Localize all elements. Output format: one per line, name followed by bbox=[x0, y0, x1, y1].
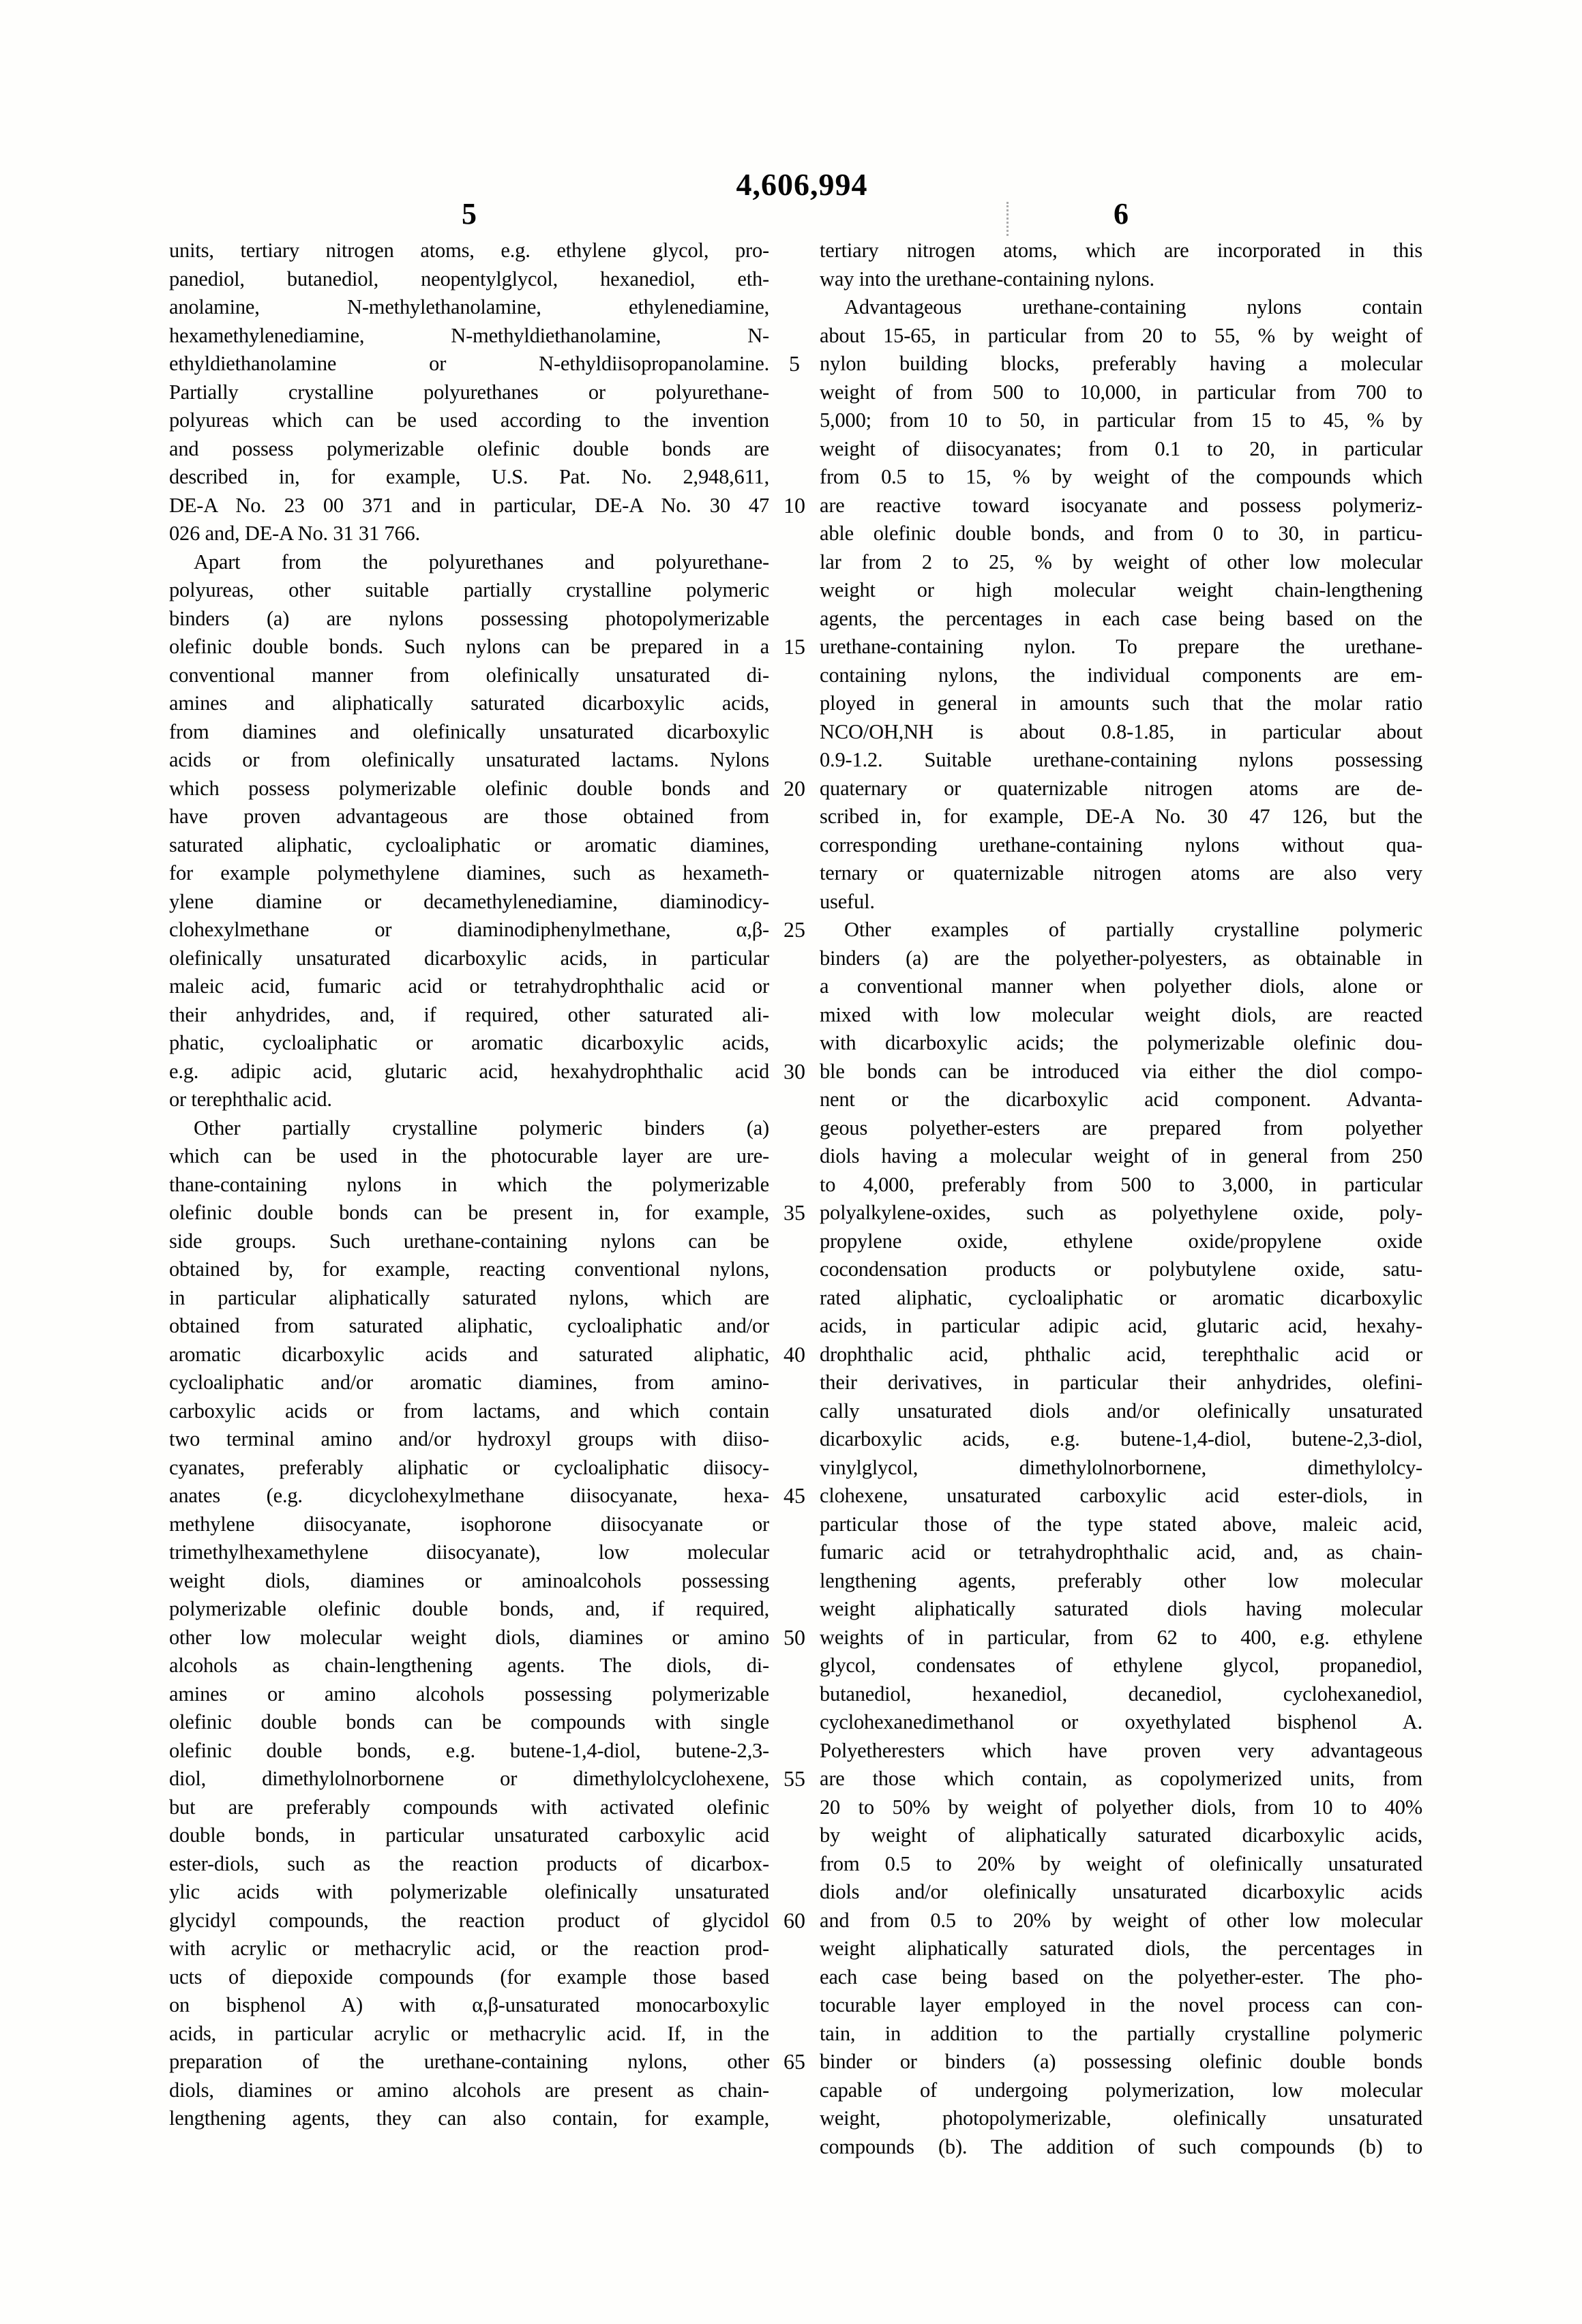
text-line: weights of in particular, from 62 to 400, e.g. ethylene bbox=[820, 1625, 1422, 1649]
text-line: alcohols as chain-lengthening agents. The diols, di- bbox=[169, 1654, 769, 1677]
text-line: ternary or quaternizable nitrogen atoms are also very bbox=[820, 861, 1422, 884]
text-line: for example polymethylene diamines, such as hexameth- bbox=[169, 861, 769, 884]
text-line: each case being based on the polyether-ester. The pho- bbox=[820, 1965, 1422, 1988]
text-line: olefinic double bonds can be compounds with single bbox=[169, 1710, 769, 1733]
text-line: cocondensation products or polybutylene oxide, satu- bbox=[820, 1257, 1422, 1281]
text-line: are those which contain, as copolymerized units, from bbox=[820, 1767, 1422, 1790]
text-line: glycidyl compounds, the reaction product of glycidol bbox=[169, 1908, 769, 1932]
text-line: drophthalic acid, phthalic acid, terephthalic acid or bbox=[820, 1342, 1422, 1366]
text-line: 026 and, DE-A No. 31 31 766. bbox=[169, 522, 420, 545]
text-line: cally unsaturated diols and/or olefinically unsaturated bbox=[820, 1399, 1422, 1422]
text-line: with acrylic or methacrylic acid, or the reaction prod- bbox=[169, 1937, 769, 1960]
text-line: cyclohexanedimethanol or oxyethylated bisphenol A. bbox=[820, 1710, 1422, 1733]
text-line: ployed in general in amounts such that the molar ratio bbox=[820, 691, 1422, 715]
text-line: are reactive toward isocyanate and possess polymeriz- bbox=[820, 493, 1422, 517]
text-line: from diamines and olefinically unsaturated dicarboxylic bbox=[169, 719, 769, 743]
text-line: diol, dimethylolnorbornene or dimethylolcyclohexene, bbox=[169, 1767, 769, 1790]
text-line: obtained by, for example, reacting conventional nylons, bbox=[169, 1257, 769, 1281]
line-number: 25 bbox=[783, 917, 805, 942]
text-line: fumaric acid or tetrahydrophthalic acid, and, as chain- bbox=[820, 1540, 1422, 1564]
text-line: their anhydrides, and, if required, other saturated ali- bbox=[169, 1002, 769, 1026]
text-line: side groups. Such urethane-containing nylons can be bbox=[169, 1229, 769, 1253]
text-line: trimethylhexamethylene diisocyanate), low molecular bbox=[169, 1540, 769, 1564]
text-line: weight of from 500 to 10,000, in particular from 700 to bbox=[820, 380, 1422, 404]
text-line: weight or high molecular weight chain-lengthening bbox=[820, 578, 1422, 601]
text-line: but are preferably compounds with activated olefinic bbox=[169, 1795, 769, 1819]
text-line: Advantageous urethane-containing nylons contain bbox=[844, 295, 1422, 318]
text-line: ethyldiethanolamine or N-ethyldiisopropanolamine. bbox=[169, 352, 769, 375]
text-line: to 4,000, preferably from 500 to 3,000, in particular bbox=[820, 1172, 1422, 1196]
text-line: units, tertiary nitrogen atoms, e.g. ethylene glycol, pro- bbox=[169, 239, 769, 262]
text-line: able olefinic double bonds, and from 0 to 30, in particu- bbox=[820, 522, 1422, 545]
text-line: scribed in, for example, DE-A No. 30 47 126, but the bbox=[820, 805, 1422, 828]
text-line: tertiary nitrogen atoms, which are incorporated in this bbox=[820, 239, 1422, 262]
text-line: double bonds, in particular unsaturated carboxylic acid bbox=[169, 1823, 769, 1847]
text-line: olefinically unsaturated dicarboxylic acids, in particular bbox=[169, 946, 769, 970]
text-line: capable of undergoing polymerization, low molecular bbox=[820, 2078, 1422, 2102]
text-line: glycol, condensates of ethylene glycol, propanediol, bbox=[820, 1654, 1422, 1677]
text-line: methylene diisocyanate, isophorone diisocyanate or bbox=[169, 1512, 769, 1536]
text-line: amines and aliphatically saturated dicarboxylic acids, bbox=[169, 691, 769, 715]
text-line: anolamine, N-methylethanolamine, ethylenediamine, bbox=[169, 295, 769, 318]
text-line: vinylglycol, dimethylolnorbornene, dimethylolcy- bbox=[820, 1455, 1422, 1479]
text-line: preparation of the urethane-containing nylons, other bbox=[169, 2050, 769, 2073]
line-number: 35 bbox=[783, 1200, 805, 1225]
text-line: weight of diisocyanates; from 0.1 to 20, in particular bbox=[820, 436, 1422, 460]
text-line: ester-diols, such as the reaction products of dicarbox- bbox=[169, 1851, 769, 1875]
text-line: olefinic double bonds. Such nylons can be prepared in a bbox=[169, 635, 769, 658]
text-line: rated aliphatic, cycloaliphatic or aromatic dicarboxylic bbox=[820, 1285, 1422, 1309]
text-line: Other partially crystalline polymeric binders (a) bbox=[194, 1116, 769, 1139]
text-line: about 15-65, in particular from 20 to 55, % by weight of bbox=[820, 323, 1422, 347]
text-line: containing nylons, the individual components are em- bbox=[820, 663, 1422, 687]
text-line: binders (a) are nylons possessing photopolymerizable bbox=[169, 606, 769, 630]
text-line: phatic, cycloaliphatic or aromatic dicarboxylic acids, bbox=[169, 1031, 769, 1054]
line-number: 45 bbox=[783, 1483, 805, 1508]
text-line: weight aliphatically saturated diols having molecular bbox=[820, 1597, 1422, 1620]
line-number: 10 bbox=[783, 492, 805, 518]
text-line: polyureas, other suitable partially crystalline polymeric bbox=[169, 578, 769, 601]
text-line: way into the urethane-containing nylons. bbox=[820, 267, 1154, 290]
text-line: Polyetheresters which have proven very advantageous bbox=[820, 1738, 1422, 1762]
text-line: butanediol, hexanediol, decanediol, cyclohexanediol, bbox=[820, 1682, 1422, 1705]
text-column-left bbox=[169, 237, 769, 2133]
text-line: diols and/or olefinically unsaturated dicarboxylic acids bbox=[820, 1880, 1422, 1903]
fold-mark bbox=[1006, 202, 1009, 236]
text-line: obtained from saturated aliphatic, cycloaliphatic and/or bbox=[169, 1314, 769, 1337]
text-line: ylene diamine or decamethylenediamine, diaminodicy- bbox=[169, 889, 769, 913]
text-line: amines or amino alcohols possessing polymerizable bbox=[169, 1682, 769, 1705]
text-line: a conventional manner when polyether diols, alone or bbox=[820, 974, 1422, 998]
text-line: corresponding urethane-containing nylons without qua- bbox=[820, 833, 1422, 856]
text-line: NCO/OH,NH is about 0.8-1.85, in particular about bbox=[820, 719, 1422, 743]
text-line: thane-containing nylons in which the polymerizable bbox=[169, 1172, 769, 1196]
line-number: 60 bbox=[783, 1907, 805, 1933]
line-number: 50 bbox=[783, 1624, 805, 1650]
text-line: olefinic double bonds can be present in, for example, bbox=[169, 1201, 769, 1224]
text-line: and possess polymerizable olefinic double bonds are bbox=[169, 436, 769, 460]
text-line: anates (e.g. dicyclohexylmethane diisocyanate, hexa- bbox=[169, 1484, 769, 1507]
text-line: polyureas which can be used according to the invention bbox=[169, 408, 769, 432]
text-line: agents, the percentages in each case being based on the bbox=[820, 606, 1422, 630]
text-line: diols, diamines or amino alcohols are present as chain- bbox=[169, 2078, 769, 2102]
text-line: e.g. adipic acid, glutaric acid, hexahydrophthalic acid bbox=[169, 1059, 769, 1083]
text-line: polyalkylene-oxides, such as polyethylene oxide, poly- bbox=[820, 1201, 1422, 1224]
text-line: binders (a) are the polyether-polyesters, as obtainable in bbox=[820, 946, 1422, 970]
patent-number: 4,606,994 bbox=[736, 167, 868, 202]
text-line: which possess polymerizable olefinic double bonds and bbox=[169, 776, 769, 800]
text-line: ble bonds can be introduced via either the diol compo- bbox=[820, 1059, 1422, 1083]
text-line: panediol, butanediol, neopentylglycol, hexanediol, eth- bbox=[169, 267, 769, 290]
text-line: quaternary or quaternizable nitrogen atoms are de- bbox=[820, 776, 1422, 800]
text-line: 5,000; from 10 to 50, in particular from 15 to 45, % by bbox=[820, 408, 1422, 432]
text-line: clohexene, unsaturated carboxylic acid ester-diols, in bbox=[820, 1484, 1422, 1507]
text-line: acids, in particular acrylic or methacrylic acid. If, in the bbox=[169, 2021, 769, 2045]
text-line: lengthening agents, they can also contain, for example, bbox=[169, 2106, 769, 2130]
text-column-right bbox=[820, 237, 1422, 2161]
text-line: which can be used in the photocurable layer are ure- bbox=[169, 1144, 769, 1167]
text-line: or terephthalic acid. bbox=[169, 1088, 332, 1111]
text-line: Other examples of partially crystalline polymeric bbox=[844, 918, 1422, 941]
text-line: and from 0.5 to 20% by weight of other low molecular bbox=[820, 1908, 1422, 1932]
text-line: have proven advantageous are those obtained from bbox=[169, 805, 769, 828]
text-line: nylon building blocks, preferably having a molecular bbox=[820, 352, 1422, 375]
text-line: hexamethylenediamine, N-methyldiethanolamine, N- bbox=[169, 323, 769, 347]
text-line: clohexylmethane or diaminodiphenylmethane, α,β- bbox=[169, 918, 769, 941]
line-number: 15 bbox=[783, 634, 805, 659]
text-line: tain, in addition to the partially crystalline polymeric bbox=[820, 2021, 1422, 2045]
text-line: lar from 2 to 25, % by weight of other low molecular bbox=[820, 550, 1422, 573]
text-line: particular those of the type stated above, maleic acid, bbox=[820, 1512, 1422, 1536]
text-line: other low molecular weight diols, diamines or amino bbox=[169, 1625, 769, 1649]
text-line: propylene oxide, ethylene oxide/propylene oxide bbox=[820, 1229, 1422, 1253]
text-line: ylic acids with polymerizable olefinically unsaturated bbox=[169, 1880, 769, 1903]
line-number: 30 bbox=[783, 1058, 805, 1084]
text-line: 0.9-1.2. Suitable urethane-containing nylons possessing bbox=[820, 748, 1422, 771]
text-line: compounds (b). The addition of such compounds (b) to bbox=[820, 2134, 1422, 2158]
column-header-left: 5 bbox=[462, 197, 477, 230]
text-line: Apart from the polyurethanes and polyurethane- bbox=[194, 550, 769, 573]
text-line: conventional manner from olefinically unsaturated di- bbox=[169, 663, 769, 687]
text-line: described in, for example, U.S. Pat. No. 2,948,611, bbox=[169, 465, 769, 488]
text-line: lengthening agents, preferably other low molecular bbox=[820, 1568, 1422, 1592]
line-number: 40 bbox=[783, 1341, 805, 1367]
text-line: from 0.5 to 15, % by weight of the compounds which bbox=[820, 465, 1422, 488]
text-line: polymerizable olefinic double bonds, and, if required, bbox=[169, 1597, 769, 1620]
text-line: from 0.5 to 20% by weight of olefinically unsaturated bbox=[820, 1851, 1422, 1875]
text-line: with dicarboxylic acids; the polymerizable olefinic dou- bbox=[820, 1031, 1422, 1054]
text-line: by weight of aliphatically saturated dicarboxylic acids, bbox=[820, 1823, 1422, 1847]
line-number: 20 bbox=[783, 775, 805, 801]
text-line: ucts of diepoxide compounds (for example those based bbox=[169, 1965, 769, 1988]
text-line: two terminal amino and/or hydroxyl groups with diiso- bbox=[169, 1427, 769, 1450]
text-line: dicarboxylic acids, e.g. butene-1,4-diol, butene-2,3-diol, bbox=[820, 1427, 1422, 1450]
text-line: cycloaliphatic and/or aromatic diamines, from amino- bbox=[169, 1371, 769, 1394]
text-line: useful. bbox=[820, 889, 875, 913]
text-line: saturated aliphatic, cycloaliphatic or aromatic diamines, bbox=[169, 833, 769, 856]
text-line: mixed with low molecular weight diols, are reacted bbox=[820, 1002, 1422, 1026]
text-line: acids, in particular adipic acid, glutaric acid, hexahy- bbox=[820, 1314, 1422, 1337]
text-line: 20 to 50% by weight of polyether diols, from 10 to 40% bbox=[820, 1795, 1422, 1819]
line-number: 65 bbox=[783, 2049, 805, 2074]
text-line: weight aliphatically saturated diols, the percentages in bbox=[820, 1937, 1422, 1960]
text-line: maleic acid, fumaric acid or tetrahydrophthalic acid or bbox=[169, 974, 769, 998]
text-line: geous polyether-esters are prepared from polyether bbox=[820, 1116, 1422, 1139]
text-line: acids or from olefinically unsaturated lactams. Nylons bbox=[169, 748, 769, 771]
column-header-right: 6 bbox=[1114, 197, 1129, 230]
text-line: urethane-containing nylon. To prepare the urethane- bbox=[820, 635, 1422, 658]
text-line: DE-A No. 23 00 371 and in particular, DE-A No. 30 47 bbox=[169, 493, 769, 517]
line-number: 55 bbox=[783, 1766, 805, 1791]
text-line: olefinic double bonds, e.g. butene-1,4-diol, butene-2,3- bbox=[169, 1738, 769, 1762]
text-line: nent or the dicarboxylic acid component. Advanta- bbox=[820, 1088, 1422, 1111]
text-line: on bisphenol A) with α,β-unsaturated monocarboxylic bbox=[169, 1993, 769, 2016]
text-line: aromatic dicarboxylic acids and saturated aliphatic, bbox=[169, 1342, 769, 1366]
text-line: weight, photopolymerizable, olefinically unsaturated bbox=[820, 2106, 1422, 2130]
line-number: 5 bbox=[789, 351, 800, 376]
text-line: in particular aliphatically saturated nylons, which are bbox=[169, 1285, 769, 1309]
text-line: their derivatives, in particular their anhydrides, olefini- bbox=[820, 1371, 1422, 1394]
text-line: diols having a molecular weight of in general from 250 bbox=[820, 1144, 1422, 1167]
text-line: weight diols, diamines or aminoalcohols possessing bbox=[169, 1568, 769, 1592]
text-line: cyanates, preferably aliphatic or cycloaliphatic diisocy- bbox=[169, 1455, 769, 1479]
text-line: tocurable layer employed in the novel process can con- bbox=[820, 1993, 1422, 2016]
text-line: carboxylic acids or from lactams, and which contain bbox=[169, 1399, 769, 1422]
text-line: Partially crystalline polyurethanes or polyurethane- bbox=[169, 380, 769, 404]
text-line: binder or binders (a) possessing olefinic double bonds bbox=[820, 2050, 1422, 2073]
